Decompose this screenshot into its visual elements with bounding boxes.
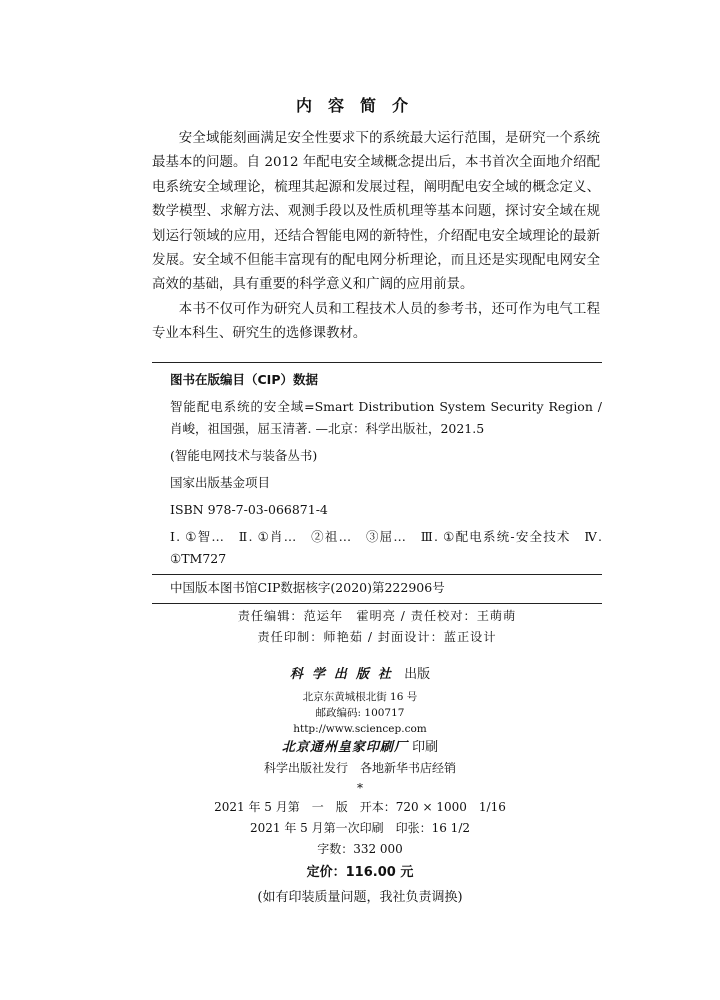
- section-heading: 内容简介: [295, 96, 424, 115]
- cip-title: 图书在版编目（CIP）数据: [170, 372, 318, 387]
- cip-entry-classification: Ⅰ. ①智… Ⅱ. ①肖… ②祖… ③屈… Ⅲ. ①配电系统-安全技术 Ⅳ. ①TM727: [170, 529, 602, 566]
- publisher-url: http://www.sciencep.com: [293, 723, 427, 735]
- price: 定价：116.00 元: [306, 865, 414, 880]
- publisher-address: 北京东黄城根北街 16 号: [302, 691, 418, 703]
- intro-paragraph-1: 安全域能刻画满足安全性要求下的系统最大运行范围，是研究一个系统最基本的问题。自 2012 年配电安全域概念提出后，本书首次全面地介绍配电系统安全域理论，梳理其起源和发展过程，阐明配电安全域的概念定义、数学模型、求解方法、观测手段以及性质机理等基本问题，探讨安全域在规划运行领域的应用，还结合智能电网的新特性，介绍配电安全域理论的最新发展。安全域不但能丰富现有的配电网分析理论，而且还是实现配电网安全高效的基础，具有重要的科学意义和广阔的应用前景。: [152, 131, 600, 293]
- middle-divider: [152, 574, 602, 575]
- cip-entry-fund: 国家出版基金项目: [170, 475, 271, 490]
- intro-paragraph-2: 本书不仅可作为研究人员和工程技术人员的参考书，还可作为电气工程专业本科生、研究生的选修课教材。: [152, 301, 600, 342]
- credits-line-2: 责任印制：师艳茹 / 封面设计：蓝正设计: [257, 630, 497, 644]
- cip-record: [152, 362, 602, 604]
- printer-name: 北京通州皇家印刷厂: [281, 740, 408, 755]
- top-divider: [152, 362, 602, 363]
- word-count: 字数：332 000: [317, 842, 403, 856]
- edition-line: 2021 年 5 月第 一 版 开本：720 × 1000 1/16: [214, 800, 506, 814]
- cip-entry-title: 智能配电系统的安全域=Smart Distribution System Security Region / 肖峻，祖国强，屈玉清著. —北京：科学出版社，2021.5: [170, 399, 602, 436]
- cip-entry-isbn: ISBN 978-7-03-066871-4: [170, 502, 328, 517]
- separator-star: *: [357, 781, 363, 795]
- publisher-suffix: 出版: [399, 667, 431, 682]
- publisher-name: 科学出版社: [289, 667, 400, 682]
- publisher-block: [0, 664, 720, 910]
- publisher-postcode: 邮政编码: 100717: [315, 707, 405, 719]
- quality-note: (如有印装质量问题，我社负责调换): [257, 890, 463, 905]
- distribution-line: 科学出版社发行 各地新华书店经销: [263, 761, 456, 775]
- credits-line-1: 责任编辑：范运年 霍明亮 / 责任校对：王萌萌: [237, 609, 517, 623]
- cip-entry-series: (智能电网技术与装备丛书): [170, 448, 318, 463]
- introduction-section: [152, 127, 600, 347]
- printer-suffix: 印刷: [407, 740, 439, 755]
- cip-record-number: 中国版本图书馆CIP数据核字(2020)第222906号: [170, 580, 445, 595]
- bottom-divider: [152, 603, 602, 604]
- editorial-credits: [152, 606, 602, 648]
- printing-line: 2021 年 5 月第一次印刷 印张：16 1/2: [249, 821, 470, 835]
